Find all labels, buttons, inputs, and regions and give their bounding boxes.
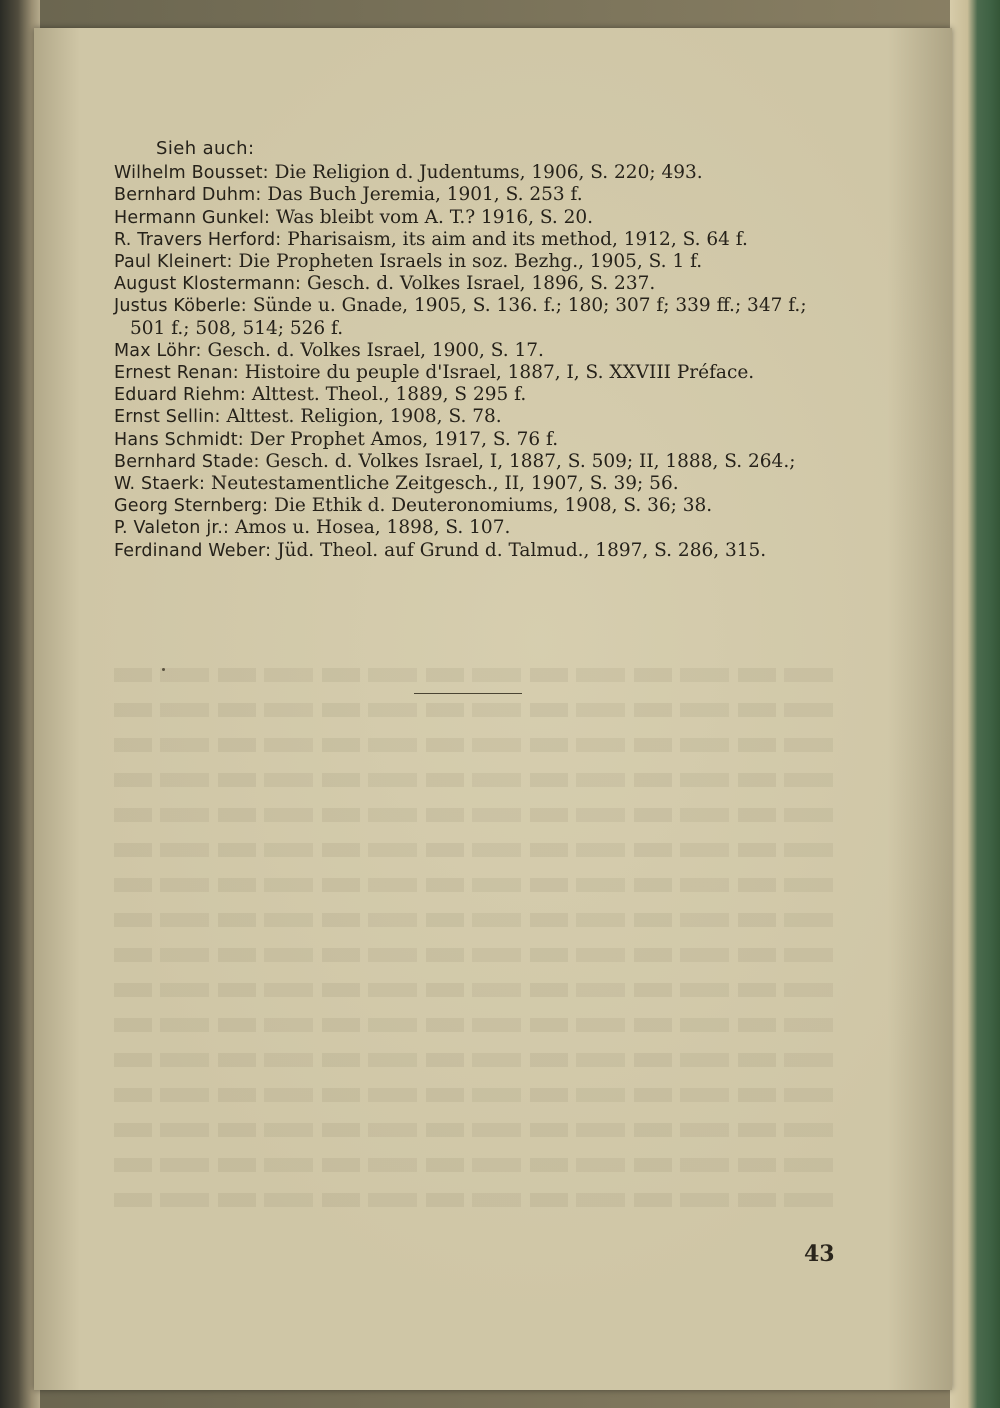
entry-author: R. Travers Herford: (114, 229, 282, 250)
bibliography-entry (114, 384, 834, 406)
bibliography-entry (114, 429, 834, 451)
entry-author: Hans Schmidt: (114, 429, 244, 450)
bibliography-block (114, 138, 834, 562)
bibliography-heading: Sieh auch: (156, 138, 255, 159)
bibliography-entry (114, 162, 834, 184)
bibliography-entry (114, 251, 834, 273)
entry-reference: Alttest. Religion, 1908, S. 78. (226, 406, 502, 428)
bibliography-entry (114, 229, 834, 251)
entry-reference: Neutestamentliche Zeitgesch., II, 1907, S. 39; 56. (211, 473, 679, 495)
entry-reference: Die Ethik d. Deuteronomiums, 1908, S. 36; 38. (274, 495, 713, 517)
entry-author: Hermann Gunkel: (114, 207, 271, 228)
entry-author: Wilhelm Bousset: (114, 163, 269, 184)
entry-author: August Klostermann: (114, 274, 302, 295)
entry-reference: Der Prophet Amos, 1917, S. 76 f. (249, 428, 559, 450)
entry-reference: Histoire du peuple d'Israel, 1887, I, S. XXVIII Préface. (244, 362, 755, 384)
bibliography-entry (114, 184, 834, 206)
entry-author: Ernest Renan: (114, 363, 239, 384)
entry-reference: 501 f.; 508, 514; 526 f. (130, 317, 344, 339)
bibliography-entry (114, 362, 834, 384)
entry-reference: Die Religion d. Judentums, 1906, S. 220; 493. (274, 162, 703, 184)
entry-author: Bernhard Stade: (114, 451, 260, 472)
entry-reference: Pharisaism, its aim and its method, 1912, S. 64 f. (287, 228, 748, 250)
bibliography-entry (114, 207, 834, 229)
bibliography-entry (114, 340, 834, 362)
bibliography-entry (114, 495, 834, 517)
entry-reference: Die Propheten Israels in soz. Bezhg., 1905, S. 1 f. (238, 251, 703, 273)
bibliography-list (114, 162, 834, 562)
entry-reference: Das Buch Jeremia, 1901, S. 253 f. (267, 184, 583, 206)
bibliography-entry (130, 318, 834, 340)
entry-reference: Sünde u. Gnade, 1905, S. 136. f.; 180; 307 f; 339 ff.; 347 f.; (252, 295, 807, 317)
entry-author: W. Staerk: (114, 474, 206, 495)
entry-author: Paul Kleinert: (114, 252, 233, 273)
bibliography-entry (114, 295, 834, 317)
bibliography-entry (114, 540, 834, 562)
page-number: 43 (804, 1241, 835, 1267)
entry-author: Ernst Sellin: (114, 407, 221, 428)
entry-author: Ferdinand Weber: (114, 540, 272, 561)
entry-reference: Was bleibt vom A. T.? 1916, S. 20. (276, 206, 594, 228)
paper-speck (162, 668, 165, 671)
book-page (34, 28, 952, 1390)
entry-author: Justus Köberle: (114, 296, 247, 317)
entry-author: P. Valeton jr.: (114, 518, 230, 539)
entry-author: Bernhard Duhm: (114, 185, 262, 206)
entry-reference: Gesch. d. Volkes Israel, 1896, S. 237. (307, 273, 656, 295)
entry-reference: Gesch. d. Volkes Israel, 1900, S. 17. (207, 339, 544, 361)
bibliography-entry (114, 406, 834, 428)
entry-author: Eduard Riehm: (114, 385, 246, 406)
bibliography-entry (114, 473, 834, 495)
entry-author: Georg Sternberg: (114, 496, 269, 517)
entry-reference: Amos u. Hosea, 1898, S. 107. (234, 517, 511, 539)
entry-author: Max Löhr: (114, 340, 202, 361)
bibliography-entry (114, 517, 834, 539)
entry-reference: Jüd. Theol. auf Grund d. Talmud., 1897, S. 286, 315. (277, 539, 767, 561)
entry-reference: Alttest. Theol., 1889, S 295 f. (251, 384, 527, 406)
entry-reference: Gesch. d. Volkes Israel, I, 1887, S. 509; II, 1888, S. 264.; (265, 450, 796, 472)
bibliography-entry (114, 451, 834, 473)
section-divider (414, 693, 522, 694)
bibliography-entry (114, 273, 834, 295)
book-cover-edge (950, 0, 1000, 1408)
